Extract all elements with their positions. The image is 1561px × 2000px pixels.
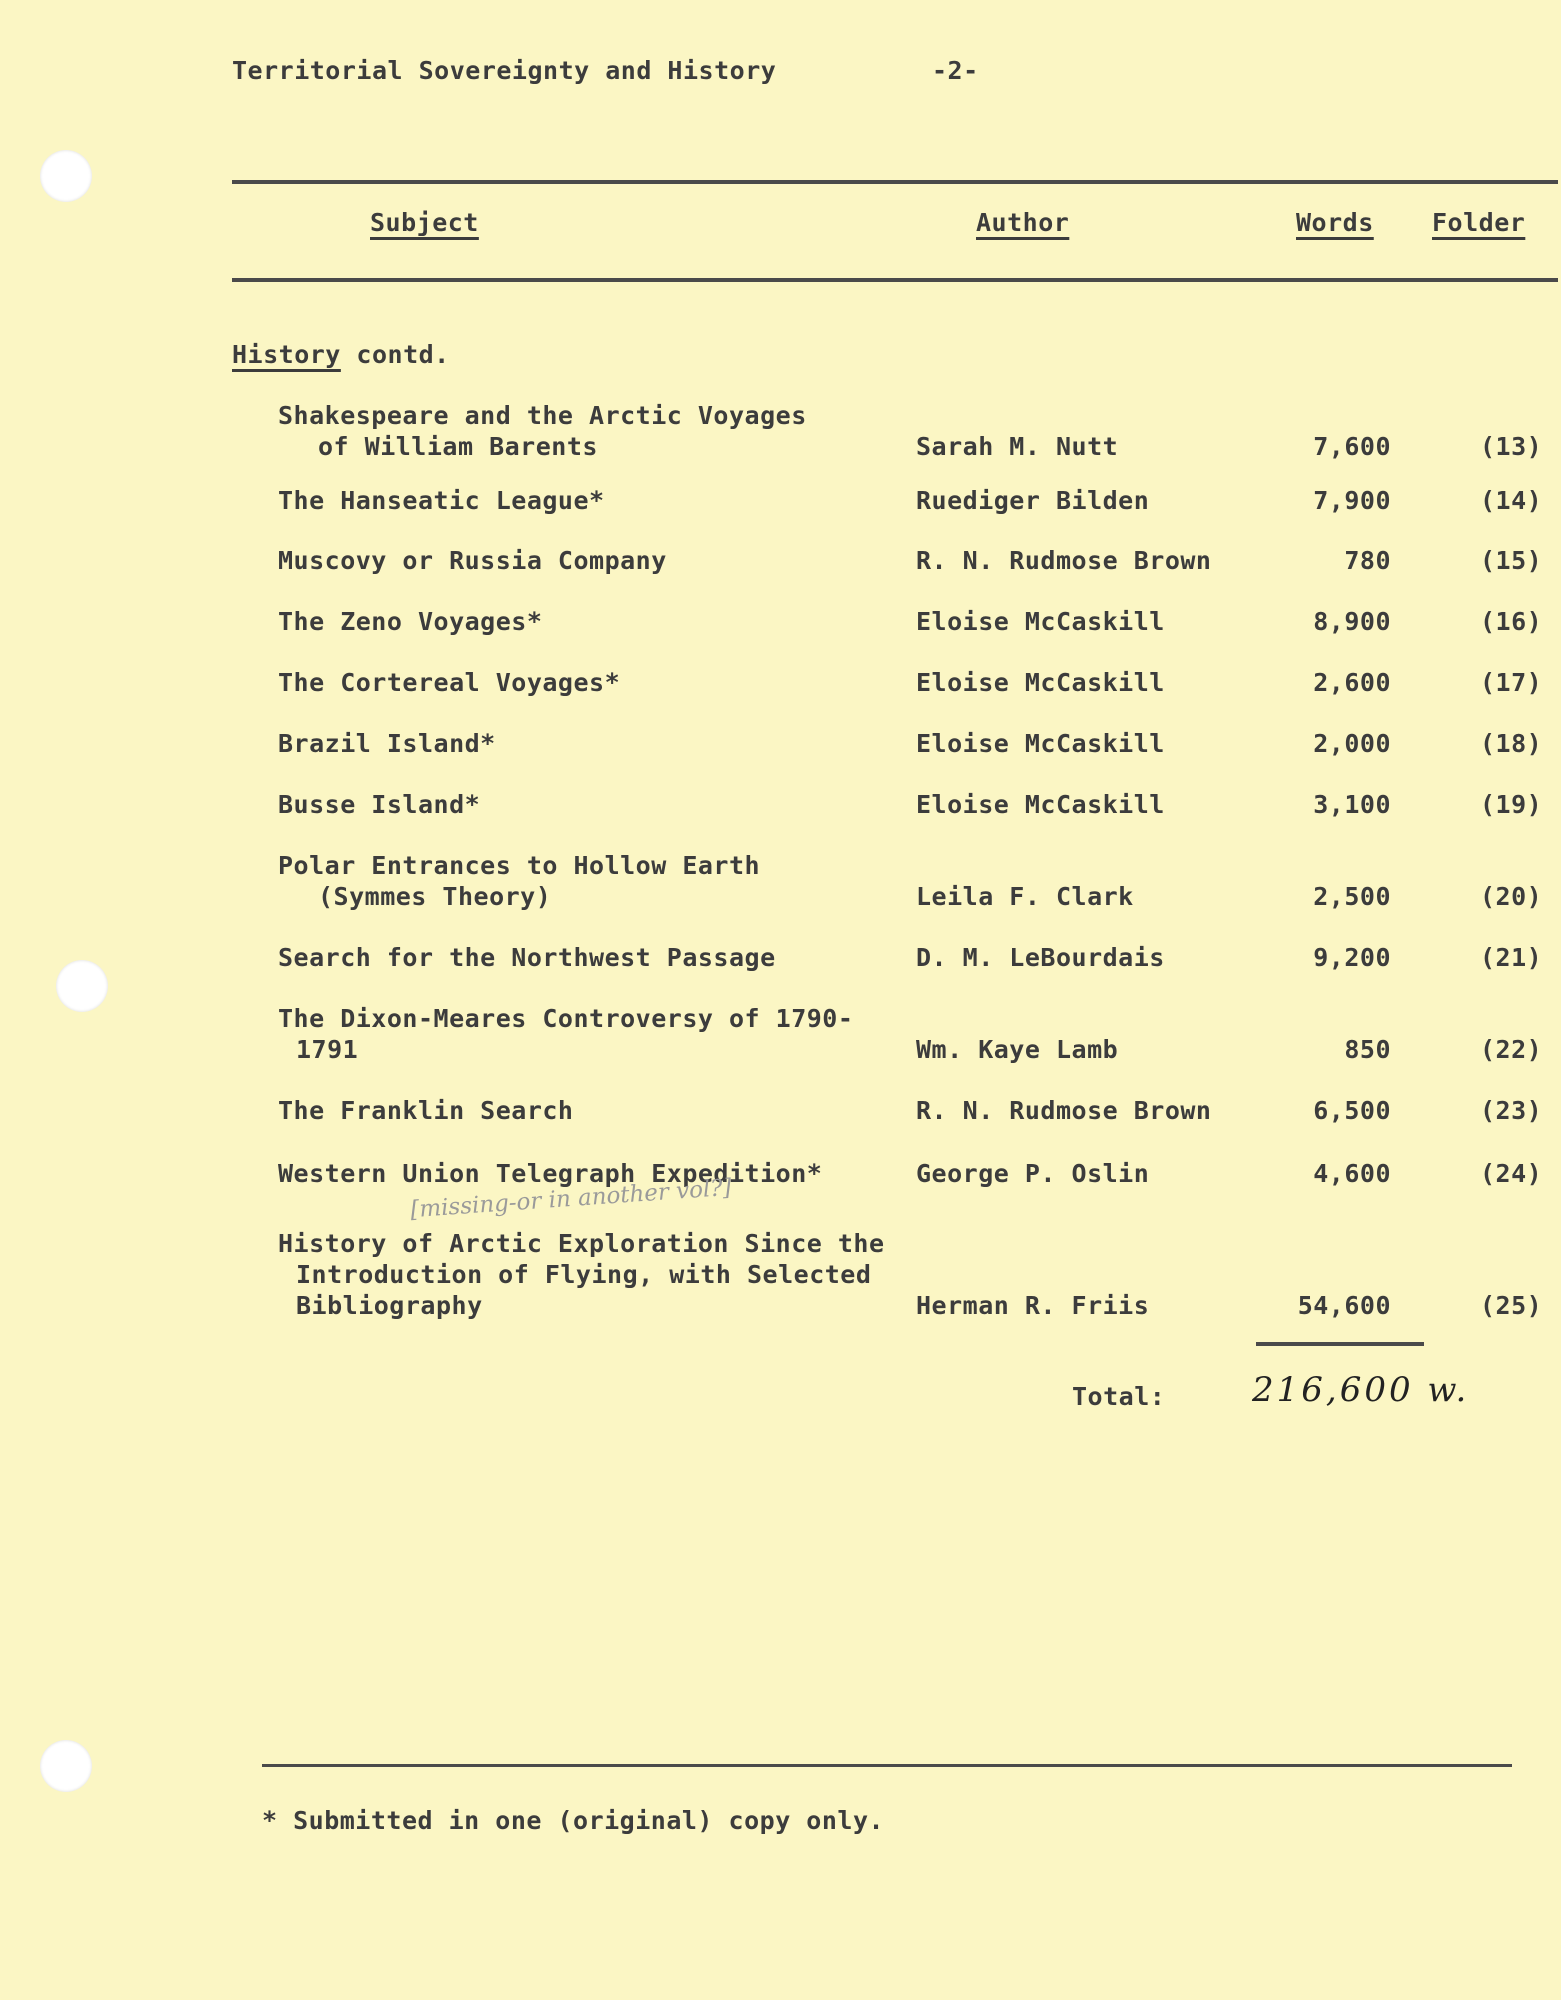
entry-words: 6,500 [1313,1096,1391,1125]
entry-subject-line: (Symmes Theory) [318,882,552,911]
entry-words: 780 [1344,546,1391,575]
entry-subject [278,1095,573,1126]
entry-author: Wm. Kaye Lamb [916,1035,1119,1064]
entry-subject [278,1228,885,1321]
entry-subject [278,789,480,820]
entry-words: 54,600 [1297,1291,1391,1320]
entry-subject-line: Busse Island* [278,790,481,819]
entry-subject-line: Muscovy or Russia Company [278,546,667,575]
punch-hole [56,960,108,1012]
entry-subject-line: 1791 [296,1035,359,1064]
entry-subject-line: Bibliography [296,1291,483,1320]
entry-folder: (21) [1480,943,1543,972]
column-header-folder: Folder [1432,208,1526,237]
entry-subject-line: History of Arctic Exploration Since the [278,1229,885,1258]
column-header-subject: Subject [370,208,479,237]
header-rule-top [232,180,1558,184]
entry-folder: (20) [1480,882,1543,911]
entry-folder: (24) [1480,1159,1543,1188]
entry-words: 2,600 [1313,668,1391,697]
total-rule [1256,1342,1424,1346]
column-header-words: Words [1296,208,1374,237]
entry-author: Sarah M. Nutt [916,432,1119,461]
footnote: * Submitted in one (original) copy only. [262,1806,885,1835]
entry-subject [278,1158,822,1189]
entry-words: 7,600 [1313,432,1391,461]
entry-author: Eloise McCaskill [916,607,1165,636]
entry-words: 2,000 [1313,729,1391,758]
column-header-author: Author [976,208,1070,237]
punch-hole [40,1740,92,1792]
entry-folder: (15) [1480,546,1543,575]
footnote-rule [262,1764,1512,1767]
entry-subject [278,545,667,576]
entry-subject-line: Brazil Island* [278,729,496,758]
entry-subject [278,942,776,973]
entry-subject [278,606,542,637]
entry-subject-line: The Zeno Voyages* [278,607,543,636]
punch-hole [40,150,92,202]
entry-author: George P. Oslin [916,1159,1150,1188]
entry-words: 2,500 [1313,882,1391,911]
entry-folder: (17) [1480,668,1543,697]
entry-words: 7,900 [1313,486,1391,515]
entry-author: Ruediger Bilden [916,486,1150,515]
entry-subject-line: of William Barents [318,432,598,461]
entry-subject [278,1003,853,1065]
entry-subject-line: The Dixon-Meares Controversy of 1790- [278,1004,854,1033]
entry-subject-line: Search for the Northwest Passage [278,943,776,972]
entry-subject [278,485,605,516]
entry-words: 850 [1344,1035,1391,1064]
total-label: Total: [1072,1382,1166,1411]
entry-words: 4,600 [1313,1159,1391,1188]
entry-subject [278,850,760,912]
document-title: Territorial Sovereignty and History [232,56,777,85]
section-heading [232,340,450,369]
entry-author: Eloise McCaskill [916,729,1165,758]
entry-folder: (19) [1480,790,1543,819]
entry-subject-line: Introduction of Flying, with Selected [296,1260,872,1289]
entry-subject [278,667,620,698]
entry-words: 8,900 [1313,607,1391,636]
section-suffix: contd. [340,340,450,369]
entry-subject-line: Shakespeare and the Arctic Voyages [278,401,807,430]
entry-subject-line: The Cortereal Voyages* [278,668,621,697]
header-rule-bottom [232,278,1558,282]
entry-subject [278,400,807,462]
entry-folder: (22) [1480,1035,1543,1064]
entry-subject-line: Western Union Telegraph Expedition* [278,1159,823,1188]
entry-folder: (25) [1480,1291,1543,1320]
entry-author: Herman R. Friis [916,1291,1150,1320]
entry-subject-line: Polar Entrances to Hollow Earth [278,851,761,880]
section-label: History [232,340,341,369]
entry-folder: (16) [1480,607,1543,636]
entry-subject-line: The Hanseatic League* [278,486,605,515]
entry-subject [278,728,496,759]
entry-words: 3,100 [1313,790,1391,819]
entry-folder: (13) [1480,432,1543,461]
page-number: -2- [932,56,979,85]
entry-subject-line: The Franklin Search [278,1096,574,1125]
entry-words: 9,200 [1313,943,1391,972]
entry-author: D. M. LeBourdais [916,943,1165,972]
entry-author: R. N. Rudmose Brown [916,1096,1212,1125]
entry-author: Eloise McCaskill [916,790,1165,819]
entry-author: R. N. Rudmose Brown [916,546,1212,575]
entry-folder: (14) [1480,486,1543,515]
entry-author: Eloise McCaskill [916,668,1165,697]
entry-author: Leila F. Clark [916,882,1134,911]
pencil-annotation: [missing-or in another vol?] [409,1174,733,1224]
entry-folder: (23) [1480,1096,1543,1125]
total-handwritten: 216,600 w. [1252,1370,1470,1410]
entry-folder: (18) [1480,729,1543,758]
